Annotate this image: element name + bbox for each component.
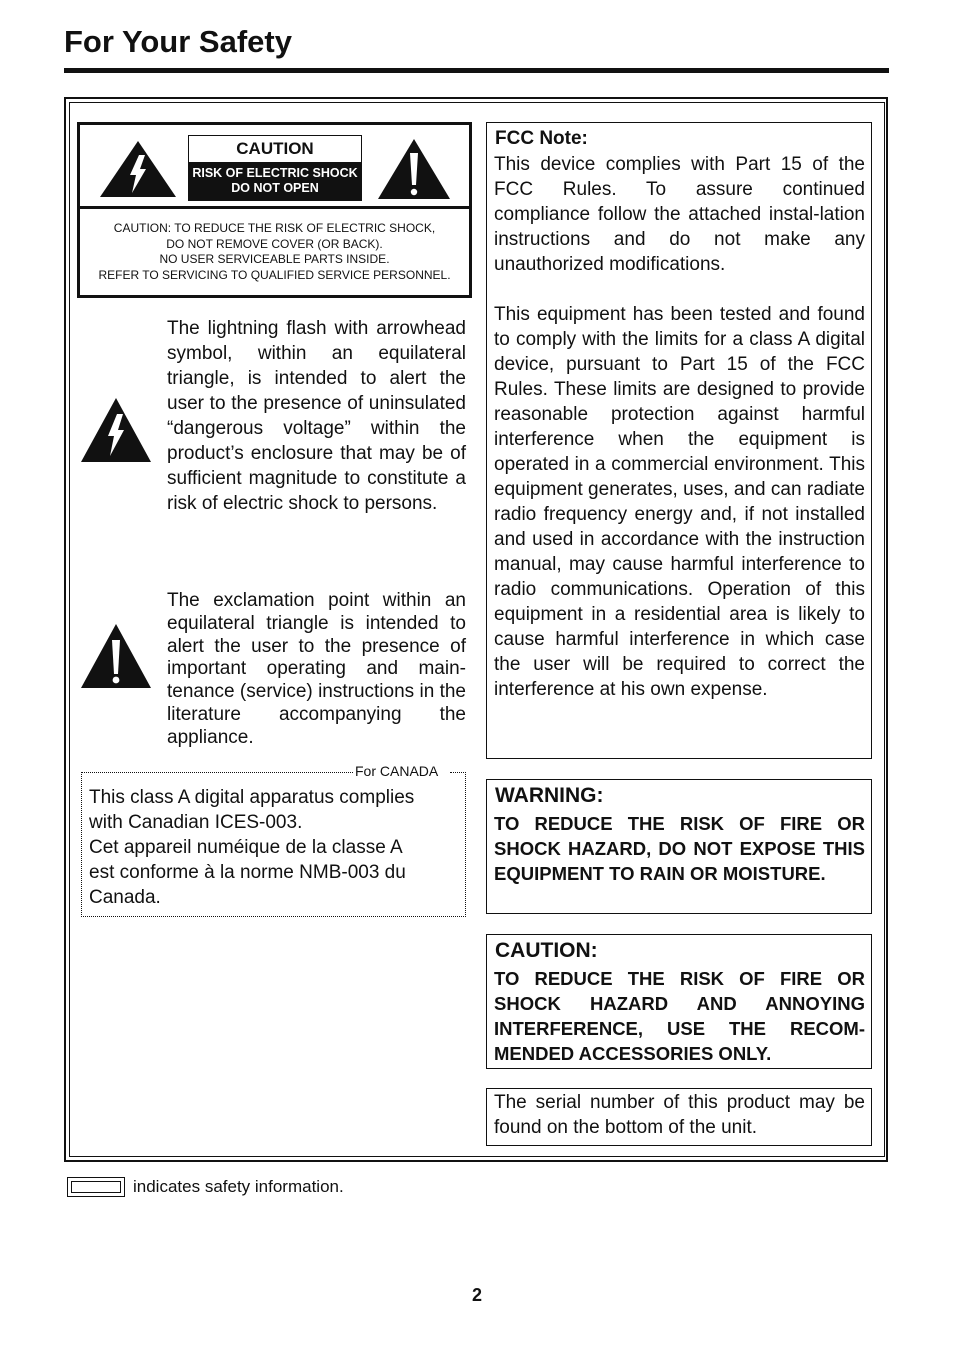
caution-label-divider [80,206,469,209]
serial-number-text: The serial number of this product may be found on the bottom of the unit. [494,1092,865,1138]
canada-compliance-text [89,785,459,910]
exclamation-triangle-icon [80,622,152,690]
title-rule [64,68,889,73]
warning-box [486,779,872,914]
safety-legend-text: indicates safety information. [133,1177,344,1196]
caution-label-shock-line: RISK OF ELECTRIC SHOCK [192,166,358,180]
fcc-note-paragraph: This equipment has been tested and found to comply with the limits for a class A digital device, pursuant to Part 15 of the FCC Rules. These limits are designed to provide reasonable protection against harmful interference when the equipment is operated in a commercial environment. This equipment generates, uses, and can radiate radio frequency energy and, if not installed and used in accordance with the instruction manual, may cause harmful interference to radio communications. Operation of this equipment in a residential area is likely to cause harmful interference in which case the user will be required to correct the interference at his own expense. [494,304,865,700]
canada-line: with Canadian ICES-003. [89,812,303,833]
exclamation-triangle-icon [376,137,452,201]
caution-box [486,934,872,1069]
caution-label-line: CAUTION: TO REDUCE THE RISK OF ELECTRIC SHOCK, [113,221,436,235]
caution-label-line: DO NOT REMOVE COVER (OR BACK). [166,236,383,251]
caution-label-line: REFER TO SERVICING TO QUALIFIED SERVICE PERSONNEL. [98,267,451,282]
fcc-note-box [486,122,872,759]
caution-label-box [188,135,362,201]
caution-label-heading: CAUTION [236,139,314,158]
caution-text: TO REDUCE THE RISK OF FIRE OR SHOCK HAZARD AND ANNOYING INTERFERENCE, USE THE RECOM-MENDED ACCESSORIES ONLY. [494,968,865,1064]
canada-line: Canada. [89,887,161,908]
lightning-triangle-icon [98,139,178,199]
caution-label-open-line: DO NOT OPEN [231,181,319,195]
canada-line: This class A digital apparatus complies [89,787,415,808]
serial-number-box [486,1088,872,1146]
caution-label-shock-warning [189,162,361,200]
caution-label-text [80,221,469,283]
caution-heading: CAUTION: [495,939,598,962]
canada-line: Cet appareil numéique de la classe A [89,837,403,858]
fcc-note-paragraph: This device complies with Part 15 of the FCC Rules. To assure continued compliance follow the attached instal-lation instructions and do not make any unauthorized modifications. [494,154,865,275]
canada-line: est conforme à la norme NMB-003 du [89,862,406,883]
safety-legend-symbol-inner [71,1181,121,1193]
warning-heading: WARNING: [495,784,604,807]
exclamation-symbol-explanation: The exclamation point within an equilateral triangle is intended to alert the user to the presence of important operating and main-tenance (service) instructions in the literature accompanying the appliance. [167,590,466,748]
caution-label-top [80,125,469,205]
lightning-symbol-explanation: The lightning flash with arrowhead symbol, within an equilateral triangle, is intended to alert the user to the presence of uninsulated “dangerous voltage” within the product’s enclosure that may be of sufficient magnitude to constitute a risk of electric shock to persons. [167,318,466,514]
canada-label: For CANADA [355,763,439,779]
page-title: For Your Safety [64,24,292,59]
safety-legend-symbol [67,1177,125,1197]
caution-label-line: NO USER SERVICEABLE PARTS INSIDE. [159,252,390,266]
fcc-note-title: FCC Note: [495,128,588,149]
caution-label [77,122,472,298]
lightning-triangle-icon [80,396,152,464]
page-number: 2 [471,1285,482,1305]
warning-text: TO REDUCE THE RISK OF FIRE OR SHOCK HAZARD, DO NOT EXPOSE THIS EQUIPMENT TO RAIN OR MOISTURE. [494,813,865,884]
